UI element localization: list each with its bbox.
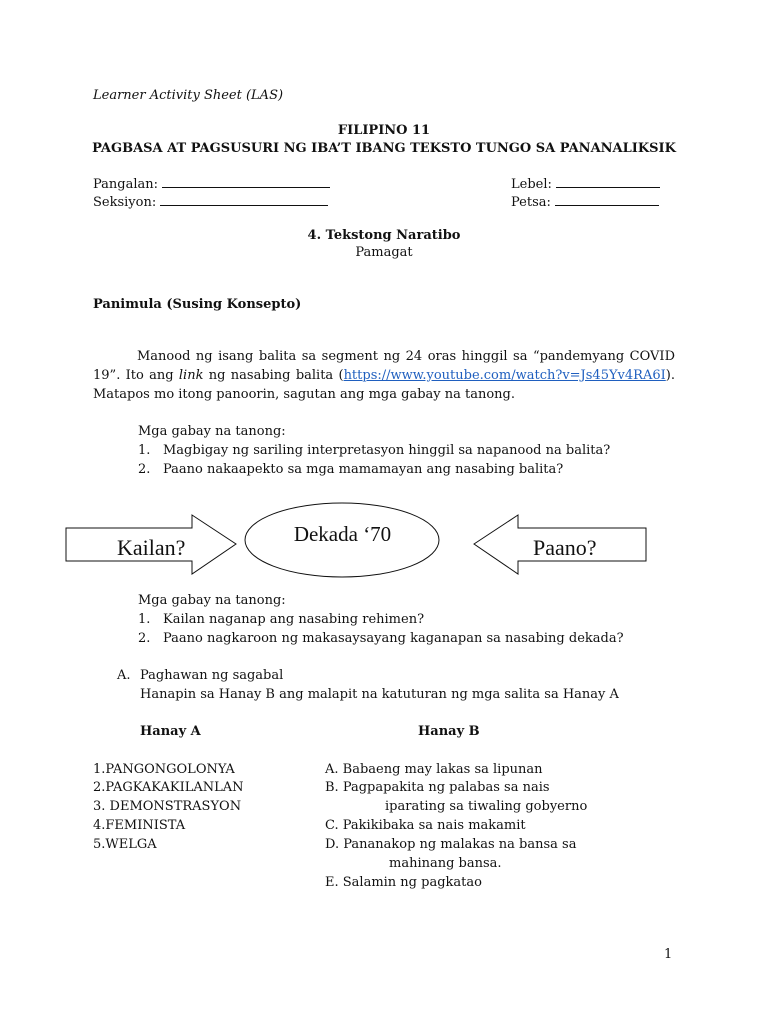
item-number: 2. [138, 462, 151, 477]
level-blank[interactable] [556, 175, 660, 188]
header-note: Learner Activity Sheet (LAS) [93, 88, 284, 103]
intro-link-word: link [178, 368, 204, 383]
kailan-label: Kailan? [117, 535, 186, 560]
guide-questions-label-2: Mga gabay na tanong: [138, 593, 286, 608]
column-b-heading: Hanay B [418, 724, 480, 739]
item-text: Magbigay ng sariling interpretasyon hinggil sa napanood na balita? [163, 443, 611, 458]
item-number: 1. [138, 443, 151, 458]
dekada-label: Dekada ‘70 [293, 522, 392, 546]
section-blank[interactable] [160, 193, 328, 206]
column-a-item: 2.PAGKAKAKILANLAN [93, 780, 244, 795]
intro-text-b: ng nasabing balita ( [203, 368, 344, 383]
section-a-instruction: Hanapin sa Hanay B ang malapit na katuturan ng mga salita sa Hanay A [140, 687, 619, 702]
section-a-title: Paghawan ng sagabal [140, 668, 284, 683]
column-b-line: iparating sa tiwaling gobyerno [385, 799, 588, 814]
section-field[interactable] [93, 193, 328, 212]
item-text: Paano nakaapekto sa mga mamamayan ang nasabing balita? [163, 462, 564, 477]
column-b-line: mahinang bansa. [389, 856, 502, 871]
column-b-line: C. Pakikibaka sa nais makamit [325, 818, 526, 833]
column-b-line: E. Salamin ng pagkatao [325, 875, 482, 890]
column-a-item: 4.FEMINISTA [93, 818, 186, 833]
intro-paragraph [93, 347, 675, 404]
guide-questions-list-2 [138, 610, 624, 648]
name-label: Pangalan: [93, 177, 159, 192]
paano-label: Paano? [533, 535, 597, 560]
date-label: Petsa: [511, 195, 551, 210]
youtube-link[interactable]: https://www.youtube.com/watch?v=Js45Yv4RA6I [343, 368, 666, 383]
list-item [138, 610, 624, 629]
list-item [138, 460, 610, 479]
page-number: 1 [664, 947, 673, 962]
guide-questions-list-1 [138, 441, 610, 479]
column-a-item: 3. DEMONSTRASYON [93, 799, 242, 814]
date-blank[interactable] [555, 193, 659, 206]
item-number: 1. [138, 612, 151, 627]
intro-text-a: Manood ng isang balita sa segment ng 24 oras hinggil sa “pandemyang COVID 19”. Ito ang [93, 349, 675, 383]
lesson-title: 4. Tekstong Naratibo [307, 228, 461, 243]
course-title: PAGBASA AT PAGSUSURI NG IBA’T IBANG TEKSTO TUNGO SA PANANALIKSIK [92, 141, 676, 156]
name-field[interactable] [93, 175, 330, 194]
column-b-line: A. Babaeng may lakas sa lipunan [325, 762, 543, 777]
list-item [138, 441, 610, 460]
section-label: Seksiyon: [93, 195, 157, 210]
intro-text-c: ). Matapos mo itong panoorin, sagutan ang mga gabay na tanong. [93, 368, 675, 402]
item-text: Paano nagkaroon ng makasaysayang kaganapan sa nasabing dekada? [163, 631, 624, 646]
subject-title: FILIPINO 11 [337, 123, 431, 138]
guide-questions-label-1: Mga gabay na tanong: [138, 424, 286, 439]
column-b-line: D. Pananakop ng malakas na bansa sa [325, 837, 577, 852]
level-field[interactable] [511, 175, 660, 194]
column-a-item: 1.PANGONGOLONYA [93, 762, 235, 777]
level-label: Lebel: [511, 177, 552, 192]
item-text: Kailan naganap ang nasabing rehimen? [163, 612, 425, 627]
date-field[interactable] [511, 193, 659, 212]
name-blank[interactable] [162, 175, 330, 188]
column-a-item: 5.WELGA [93, 837, 157, 852]
lesson-subtitle: Pamagat [355, 245, 413, 260]
intro-heading: Panimula (Susing Konsepto) [93, 297, 302, 312]
item-number: 2. [138, 631, 151, 646]
section-a-letter: A. [117, 668, 131, 683]
column-a-heading: Hanay A [140, 724, 201, 739]
list-item [138, 629, 624, 648]
column-b-line: B. Pagpapakita ng palabas sa nais [325, 780, 550, 795]
